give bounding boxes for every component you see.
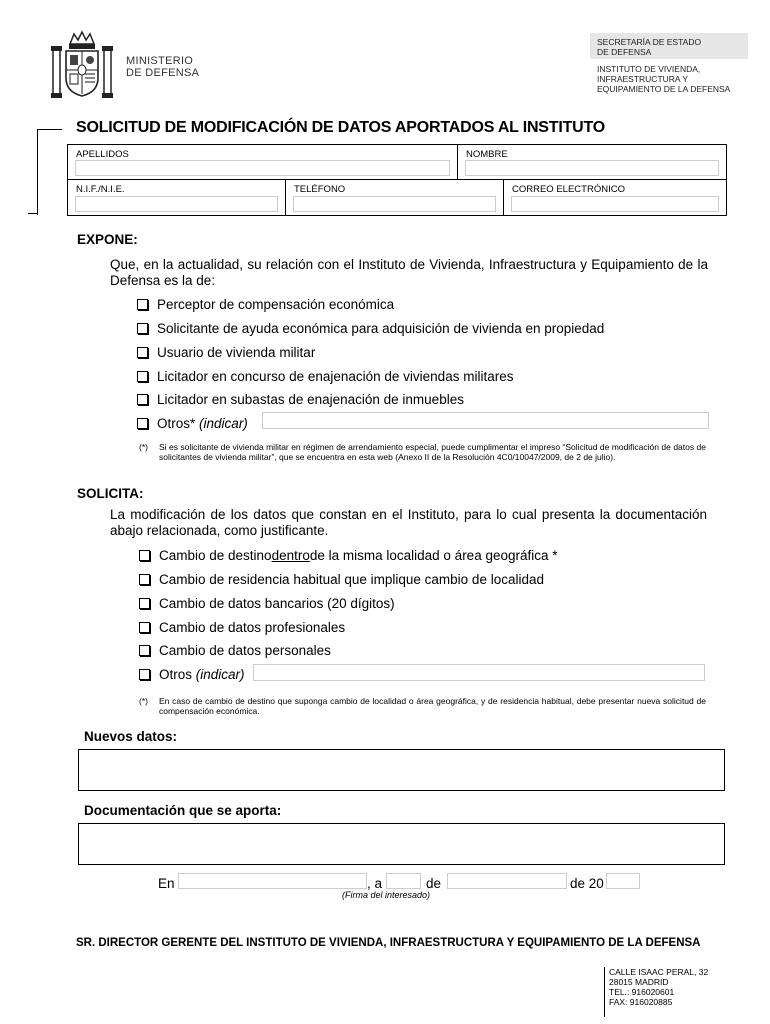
otros-star: * (190, 416, 196, 431)
sig-de20-label: de 20 (570, 876, 604, 891)
expone-note: Si es solicitante de vivienda militar en régimen de arrendamiento especial, puede cumplimentar el impreso “Solicitud de modificación de datos de solicitantes de vivienda militar”, que se encuentra en esta web (Anexo II de la Resolución 4C0/10047/2009, de 2 de julio). (159, 442, 706, 462)
checkbox[interactable] (137, 347, 148, 358)
ministry-line-1: MINISTERIO (126, 55, 194, 67)
secretary-line-2: DE DEFENSA (597, 47, 652, 57)
sig-de-label: de (426, 876, 442, 891)
checkbox[interactable] (139, 598, 150, 609)
secretary-line-1: SECRETARÍA DE ESTADO (597, 37, 702, 47)
expone-heading: EXPONE: (77, 232, 138, 247)
secretary-label (597, 37, 701, 57)
option-label: Licitador en concurso de enajenación de viviendas militares (157, 369, 514, 384)
otros-label: Otros (159, 667, 193, 682)
checkbox[interactable] (139, 645, 150, 656)
nif-input[interactable] (75, 196, 278, 212)
otros-label: Otros (157, 416, 191, 431)
ministry-name (126, 55, 199, 79)
telefono-input[interactable] (293, 196, 496, 212)
solicita-note: En caso de cambio de destino que suponga cambio de localidad o área geográfica, y de residencia habitual, debe presentar nueva solicitud de compensación económica. (159, 696, 706, 716)
apellidos-label: APELLIDOS (76, 149, 129, 160)
checkbox[interactable] (139, 574, 150, 585)
indicar-label: (indicar) (195, 667, 245, 682)
solicita-option-4[interactable] (139, 620, 345, 635)
nuevos-datos-heading: Nuevos datos: (84, 729, 178, 744)
institute-label (597, 64, 730, 94)
apellidos-cell (68, 145, 458, 180)
nombre-label: NOMBRE (466, 149, 508, 160)
expone-note-mark: (*) (139, 442, 148, 452)
correo-cell (504, 180, 726, 215)
checkbox[interactable] (139, 669, 150, 680)
addressee: SR. DIRECTOR GERENTE DEL INSTITUTO DE VIVIENDA, INFRAESTRUCTURA Y EQUIPAMIENTO DE LA DEFENSA (76, 937, 701, 949)
option-label: Cambio de datos bancarios (20 dígitos) (159, 596, 395, 611)
checkbox[interactable] (137, 323, 148, 334)
apellidos-input[interactable] (75, 160, 450, 176)
address-street: CALLE ISAAC PERAL, 32 (609, 967, 709, 977)
solicita-option-5[interactable] (139, 643, 331, 658)
address-phone: TEL.: 916020601 (609, 987, 675, 997)
option-label: Usuario de vivienda militar (157, 345, 316, 360)
correo-label: CORREO ELECTRÓNICO (512, 184, 625, 195)
checkbox[interactable] (137, 418, 148, 429)
sig-en-label: En (158, 876, 175, 891)
solicita-heading: SOLICITA: (77, 486, 144, 501)
expone-otros-input[interactable] (262, 412, 709, 429)
option-label: Cambio de residencia habitual que implique cambio de localidad (159, 572, 544, 587)
nif-cell (68, 180, 286, 215)
sig-caption: (Firma del interesado) (342, 890, 431, 900)
expone-option-5[interactable] (137, 392, 464, 407)
address-fax: FAX: 916020885 (609, 997, 673, 1007)
telefono-label: TELÉFONO (294, 184, 346, 195)
form-title: SOLICITUD DE MODIFICACIÓN DE DATOS APORTADOS AL INSTITUTO (76, 119, 606, 136)
ministry-line-2: DE DEFENSA (126, 67, 200, 79)
option-label: Licitador en subastas de enajenación de inmuebles (157, 392, 464, 407)
solicita-note-mark: (*) (139, 696, 148, 706)
expone-option-4[interactable] (137, 369, 513, 384)
sig-day-input[interactable] (386, 873, 421, 889)
institute-line-2: INFRAESTRUCTURA Y (597, 74, 688, 84)
title-bracket-foot (28, 213, 38, 214)
option-label: Solicitante de ayuda económica para adquisición de vivienda en propiedad (157, 321, 605, 336)
institute-line-3: EQUIPAMIENTO DE LA DEFENSA (597, 84, 731, 94)
correo-input[interactable] (511, 196, 719, 212)
nombre-cell (458, 145, 726, 180)
sig-month-input[interactable] (447, 873, 567, 889)
solicita-option-2[interactable] (139, 572, 544, 587)
expone-intro: Que, en la actualidad, su relación con el Instituto de Vivienda, Infraestructura y Equipamiento de la Defensa es la de: (110, 257, 708, 288)
sig-a-label: , a (367, 876, 383, 891)
checkbox[interactable] (137, 371, 148, 382)
nuevos-datos-textarea[interactable] (78, 749, 725, 791)
nombre-input[interactable] (465, 160, 719, 176)
coat-of-arms-logo (50, 30, 114, 100)
checkbox[interactable] (137, 299, 148, 310)
address-city: 28015 MADRID (609, 977, 669, 987)
option-label: Cambio de datos personales (159, 643, 331, 658)
solicita-option-1[interactable] (139, 548, 558, 563)
personal-data-table (67, 144, 727, 216)
institute-line-1: INSTITUTO DE VIVIENDA, (597, 64, 701, 74)
expone-option-1[interactable] (137, 297, 394, 312)
sig-place-input[interactable] (178, 873, 367, 889)
sig-year-input[interactable] (606, 873, 640, 889)
solicita-option-otros[interactable] (139, 667, 245, 682)
expone-option-3[interactable] (137, 345, 315, 360)
checkbox[interactable] (139, 622, 150, 633)
option-label: Cambio de datos profesionales (159, 620, 346, 635)
solicita-otros-input[interactable] (253, 664, 705, 681)
checkbox[interactable] (137, 394, 148, 405)
checkbox[interactable] (139, 550, 150, 561)
expone-option-2[interactable] (137, 321, 604, 336)
telefono-cell (286, 180, 504, 215)
option-label-post: de la misma localidad o área geográfica * (309, 548, 558, 563)
nif-label: N.I.F./N.I.E. (76, 184, 125, 195)
documentacion-heading: Documentación que se aporta: (84, 803, 282, 818)
solicita-option-3[interactable] (139, 596, 395, 611)
option-label: Perceptor de compensación económica (157, 297, 395, 312)
address-block (604, 967, 708, 1017)
option-label-underlined: dentro (271, 548, 310, 563)
solicita-intro: La modificación de los datos que constan en el Instituto, para lo cual presenta la documentación abajo relacionada, como justificante. (110, 507, 707, 538)
option-label-pre: Cambio de destino (159, 548, 272, 563)
documentacion-textarea[interactable] (78, 823, 725, 865)
indicar-label: (indicar) (199, 416, 248, 431)
expone-option-otros[interactable] (137, 416, 248, 431)
title-bracket (37, 129, 62, 215)
